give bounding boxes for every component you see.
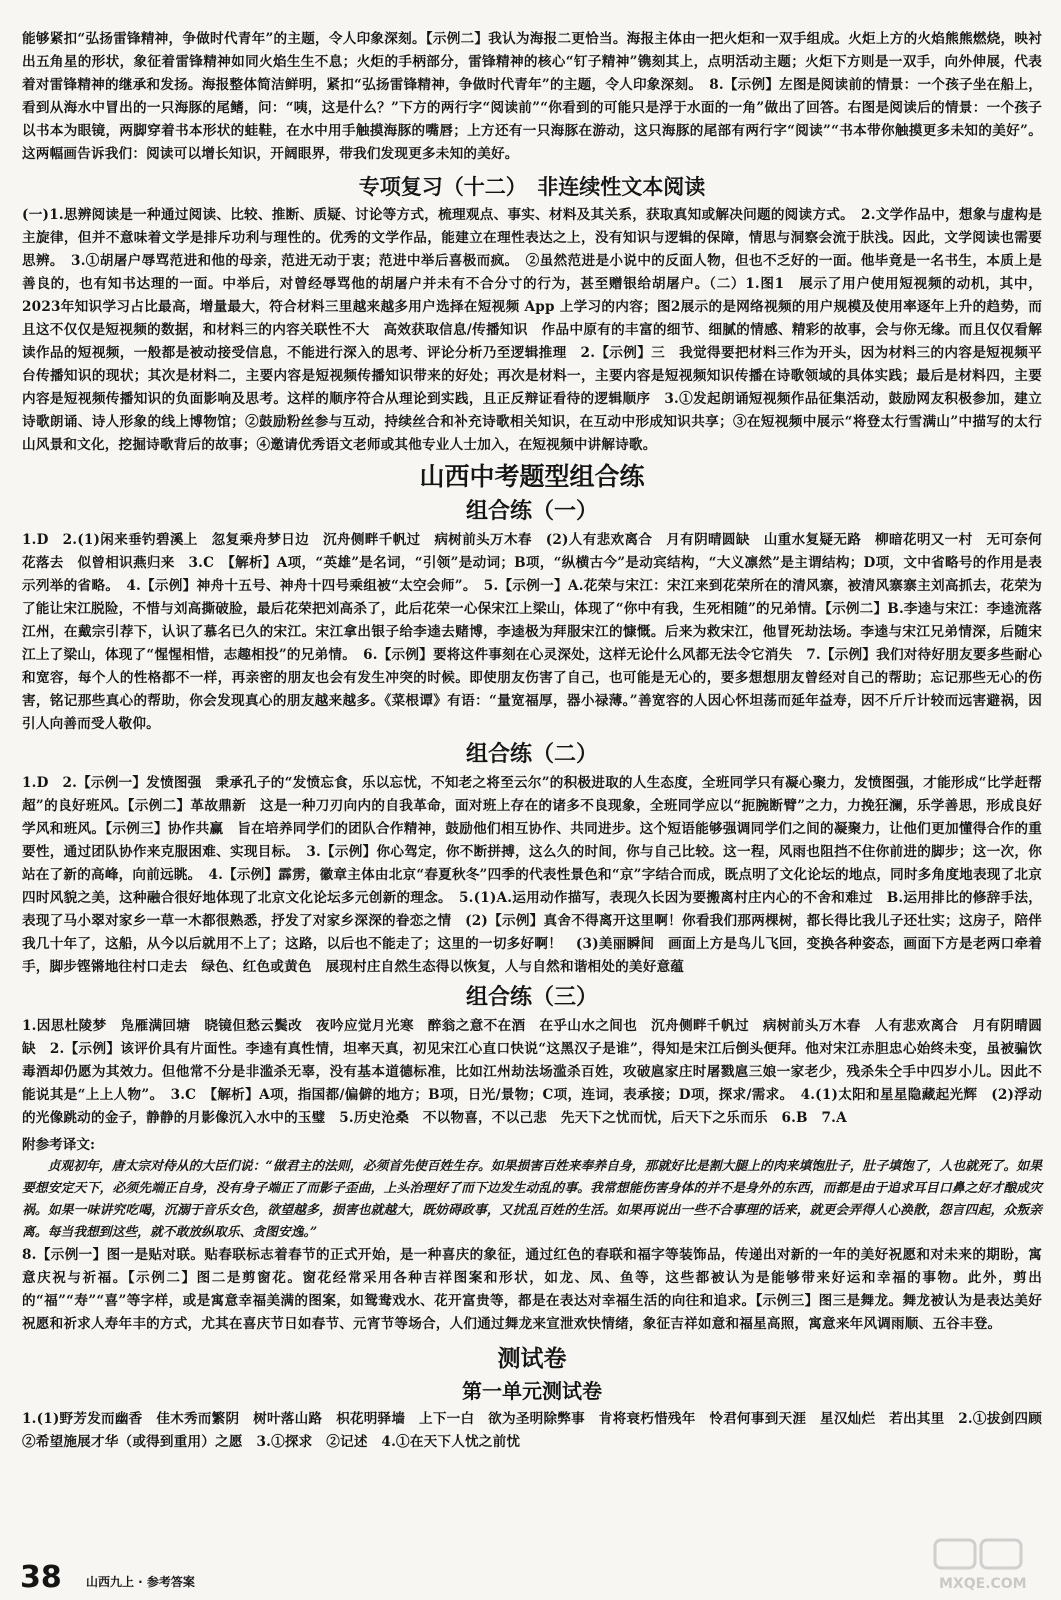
paragraph-review-answers: (一)1.思辨阅读是一种通过阅读、比较、推断、质疑、讨论等方式，梳理观点、事实、材料及其关系，获取真知或解决问题的阅读方式。 2.文学作品中，想象与虚构是主旋律，但并不意味着文学是排斥功利与理性的。优秀的文学作品，能建立在理性表达之上，没有知识与逻辑的保障，情思与洞察会流于肤浅。因此，文学阅读也需要思辨。 3.①胡屠户辱骂范进和他的母亲，范进无动于衷；范进中举后喜极而疯。 ②虽然范进是小说中的反面人物，但也不乏好的一面。他毕竟是一名书生，本质上是善良的，也有知书达理的一面。中举后，对曾经辱骂他的胡屠户并未有不合分寸的行为，甚至赠银给胡屠户。（二）1.图1 展示了用户使用短视频的动机，其中，2023年知识学习占比最高，增量最大，符合材料三里越来越多用户选择在短视频 App 上学习的内容；图2展示的是网络视频的用户规模及使用率逐年上升的趋势，而且这不仅仅是短视频的数据，和材料三的内容关联性不大 高效获取信息/传播知识 作品中原有的丰富的细节、细腻的情感、精彩的故事，会与你无缘。而且仅仅看解读作品的短视频，一般都是被动接受信息，不能进行深入的思考、评论分析乃至逻辑推理 2.【示例】三 我觉得要把材料三作为开头，因为材料三的内容是短视频平台传播知识的现状；其次是材料二，主要内容是短视频传播知识带来的好处；再次是材料一，主要内容是短视频知识传播在诗歌领域的具体实践；最后是材料四，主要内容是短视频传播知识的负面影响及思考。这样的顺序符合从理论到实践，且正反辩证看待的逻辑顺序 3.①发起朗诵短视频作品征集活动，鼓励网友积极参加，建立诗歌朗诵、诗人形象的线上博物馆；②鼓励粉丝参与互动，持续丝合和补充诗歌相关知识，在互动中形成知识共享；③在短视频中展示“将登太行雪满山”中描写的太行山风景和文化，挖掘诗歌背后的故事；④邀请优秀语文老师或其他专业人士加入，在短视频中讲解诗歌。 <box>22 207 1042 453</box>
page-footer <box>20 1560 1040 1594</box>
paragraph-combo-1: 1.D 2.(1)闲来垂钓碧溪上 忽复乘舟梦日边 沉舟侧畔千帆过 病树前头万木春 (2)人有悲欢离合 月有阴晴圆缺 山重水复疑无路 柳暗花明又一村 无可奈何花落去 似曾相识燕归来 3.C 【解析】A项，“英雄”是名词，“引领”是动词；B项，“纵横古今”是动宾结构，“大义凛然”是主谓结构；D项，文中省略号的作用是表示列举的省略。 4.【示例】神舟十五号、神舟十四号乘组被“太空会师”。 5.【示例一】A.花荣与宋江：宋江来到花荣所在的清风寨，被清风寨寨主刘高抓去，花荣为了能让宋江脱险，不惜与刘高撕破脸，最后花荣把刘高杀了，此后花荣一心保宋江上梁山，体现了“你中有我，生死相随”的兄弟情。【示例二】B.李逵与宋江：李逵流落江州，在戴宗引荐下，认识了慕名已久的宋江。宋江拿出银子给李逵去赌博，李逵极为拜服宋江的慷慨。后来为救宋江，他冒死劫法场。李逵与宋江兄弟情深，后随宋江上了梁山，体现了“惺惺相惜，志趣相投”的兄弟情。 6.【示例】要将这件事刻在心灵深处，这样无论什么风都无法令它消失 7.【示例】我们对待好朋友要多些耐心和宽容，每个人的性格都不一样，再亲密的朋友也会有发生冲突的时候。即使朋友伤害了自己，也可能是无心的，要多想想朋友曾经对自己的帮助；忘记那些无心的伤害，铭记那些真心的帮助，你会发现真心的朋友越来越多。《菜根谭》有语：“量宽福厚，器小禄薄。”善宽容的人因心怀坦荡而延年益寿，因不斤斤计较而远害避祸，因引人向善而受人敬仰。 <box>22 532 1042 732</box>
subsection-title-unit-1: 第一单元测试卷 <box>462 1379 602 1403</box>
paragraph-combo-2: 1.D 2.【示例一】发愤图强 秉承孔子的“发愤忘食，乐以忘忧，不知老之将至云尔”的积极进取的人生态度，全班同学只有凝心聚力，发愤图强，才能形成“比学赶帮超”的良好班风。【示例二】革故鼎新 这是一种刀刃向内的自我革命，面对班上存在的诸多不良现象，全班同学应以“扼腕断臂”之力，力挽狂澜，乐学善思，形成良好学风和班风。【示例三】协作共赢 旨在培养同学们的团队合作精神，鼓励他们相互协作、共同进步。这个短语能够强调同学们之间的凝聚力，让他们更加懂得合作的重要性，通过团队协作来克服困难、实现目标。 3.【示例】你心驾定，你不断拼搏，这么久的时间，你与自己比较。这一程，风雨也阻挡不住你前进的脚步；这一次，你站在了新的高峰，向前远眺。 4.【示例】霹雳，徽章主体由北京“春夏秋冬”四季的代表性景色和“京”字结合而成，既点明了文化论坛的地点，同时多角度地表现了北京四时风貌之美，这种融合很好地体现了北京文化论坛多元创新的理念。 5.(1)A.运用动作描写，表现久长因为要搬离村庄内心的不舍和难过 B.运用排比的修辞手法，表现了马小翠对家乡一草一木都很熟悉，抒发了对家乡深深的眷恋之情 (2)【示例】真舍不得离开这里啊！你看我们那两棵树，都长得比我儿子还壮实；这房子，陪伴我几十年了，这船，从今以后就用不上了；这路，以后也不能走了；这里的一切多好啊！ (3)美丽瞬间 画面上方是鸟儿飞回，变换各种姿态，画面下方是老两口牵着手，脚步铿锵地往村口走去 绿色、红色或黄色 展现村庄自然生态得以恢复，人与自然和谐相处的美好意蕴 <box>22 775 1042 975</box>
paragraph-unit-1: 1.(1)野芳发而幽香 佳木秀而繁阴 树叶落山路 枳花明驿墙 上下一白 欲为圣明除弊事 肯将衰朽惜残年 怜君何事到天涯 星汉灿烂 若出其里 2.①拔剑四顾 ②希望施展才华（或得到重用）之愿 3.①探求 ②记述 4.①在天下人忧之前忧 <box>22 1411 1056 1450</box>
subsection-title-combo-1: 组合练（一） <box>465 499 598 524</box>
subsection-title-combo-3: 组合练（三） <box>465 985 598 1010</box>
section-title-combo: 山西中考题型组合练 <box>419 462 645 491</box>
subsection-title-combo-2: 组合练（二） <box>465 742 598 767</box>
watermark-logo-icon <box>933 1534 1053 1594</box>
watermark-text: MXQE.COM <box>939 1576 1027 1592</box>
translation-text: 贞观初年，唐太宗对侍从的大臣们说：“做君主的法则，必须首先使百姓生存。如果损害百姓来奉养自身，那就好比是割大腿上的肉来填饱肚子，肚子填饱了，人也就死了。如果要想安定天下，必须先端正自身，没有身子端正了而影子歪曲，上头治理好了而下边发生动乱的事。我常想能伤害身体的并不是身外的东西，而都是由于追求耳目口鼻之好才酿成灾祸。如果一味讲究吃喝，沉溺于音乐女色，欲望越多，损害也就越大，既妨碍政事，又扰乱百姓的生活。如果再说出一些不合事理的话来，就更会弄得人心涣散，怨言四起，众叛亲离。每当我想到这些，就不敢放纵取乐、贪图安逸。” <box>22 1159 1042 1240</box>
watermark-graphic <box>933 1534 1053 1594</box>
paragraph-combo-3: 1.因思杜陵梦 凫雁满回塘 晓镜但愁云鬓改 夜吟应觉月光寒 醉翁之意不在酒 在乎山水之间也 沉舟侧畔千帆过 病树前头万木春 人有悲欢离合 月有阴晴圆缺 2.【示例】该评价具有片面性。李逵有真性情，坦率天真，初见宋江心直口快说“这黑汉子是谁”，得知是宋江后倒头便拜。他对宋江赤胆忠心始终未变，虽被骗饮毒酒却仍愿为其效力。但他常不分是非滥杀无辜，没有基本道德标准，比如江州劫法场滥杀百姓，攻破扈家庄时屠戮扈三娘一家老少，残杀朱仝手中四岁小儿。因此不能说其是“上上人物”。 3.C 【解析】A项，指国都/偏僻的地方；B项，日光/景物；C项，连词，表承接；D项，探求/需求。 4.(1)太阳和星星隐藏起光辉 (2)浮动的光像跳动的金子，静静的月影像沉入水中的玉璧 5.历史沧桑 不以物喜，不以己悲 先天下之忧而忧，后天下之乐而乐 6.B 7.A <box>22 1018 1042 1126</box>
paragraph-poster-reading: 能够紧扣“弘扬雷锋精神，争做时代青年”的主题，令人印象深刻。【示例二】我认为海报二更恰当。海报主体由一把火炬和一双手组成。火炬上方的火焰熊熊燃烧，映衬出五角星的形状，象征着雷锋精神如同火焰生生不息；火炬的手柄部分，雷锋精神的核心“钉子精神”镌刻其上，点明活动主题；火炬下方则是一双手，向外伸展，代表着对雷锋精神的继承和发扬。海报整体简洁鲜明，紧扣“弘扬雷锋精神，争做时代青年”的主题，令人印象深刻。 8.【示例】左图是阅读前的情景：一个孩子坐在船上，看到从海水中冒出的一只海豚的尾鳍，问：“咦，这是什么？”下方的两行字“阅读前”“你看到的可能只是浮于水面的一角”做出了回答。右图是阅读后的情景：一个孩子以书本为眼镜，两脚穿着书本形状的蛙鞋，在水中用手触摸海豚的嘴唇；上方还有一只海豚在游动，这只海豚的尾部有两行字“阅读”“书本带你触摸更多未知的美好”。这两幅画告诉我们：阅读可以增长知识，开阔眼界，带我们发现更多未知的美好。 <box>22 31 1042 162</box>
page-number: 38 <box>20 1560 62 1595</box>
section-title-test: 测试卷 <box>497 1346 567 1372</box>
section-title-review: 专项复习（十二） 非连续性文本阅读 <box>358 175 706 199</box>
answer-page <box>22 28 1056 1454</box>
paragraph-festival-images: 8.【示例一】图一是贴对联。贴春联标志着春节的正式开始，是一种喜庆的象征，通过红色的春联和福字等装饰品，传递出对新的一年的美好祝愿和对未来的期盼，寓意庆祝与祈福。【示例二】图二是剪窗花。窗花经常采用各种吉祥图案和形状，如龙、凤、鱼等，这些都被认为是能够带来好运和幸福的事物。此外，剪出的“福”“寿”“喜”等字样，或是寓意幸福美满的图案，如鸳鸯戏水、花开富贵等，都是在表达对幸福生活的向往和追求。【示例三】图三是舞龙。舞龙被认为是表达美好祝愿和祈求人寿年丰的方式，尤其在喜庆节日如春节、元宵节等场合，人们通过舞龙来宣泄欢快情绪，象征吉祥如意和福星高照，寓意来年风调雨顺、五谷丰登。 <box>22 1247 1042 1332</box>
footer-label: 山西九上 · 参考答案 <box>86 1575 195 1589</box>
translation-heading: 附参考译文: <box>22 1137 95 1153</box>
